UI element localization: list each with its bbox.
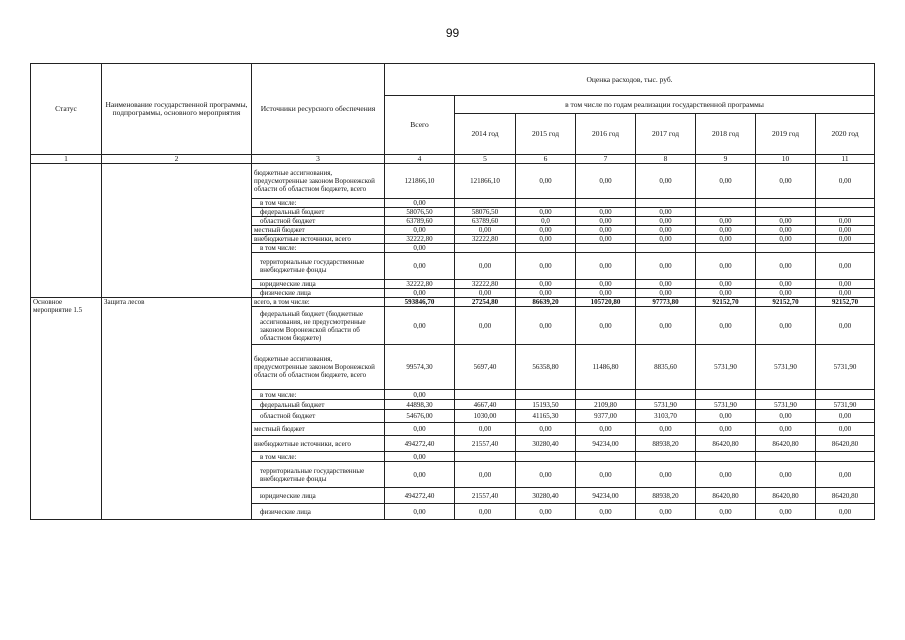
header-year: 2018 год — [696, 114, 756, 155]
header-year: 2017 год — [636, 114, 696, 155]
value-cell: 0,00 — [385, 390, 455, 400]
value-cell: 0,00 — [455, 423, 516, 436]
value-cell: 0,00 — [756, 307, 816, 345]
value-cell: 0,00 — [756, 226, 816, 235]
value-cell: 86420,80 — [756, 436, 816, 452]
value-cell: 0,00 — [516, 289, 576, 298]
header-status: Статус — [31, 64, 102, 155]
value-cell: 0,00 — [516, 235, 576, 244]
value-cell: 0,00 — [756, 410, 816, 423]
value-cell: 0,00 — [385, 226, 455, 235]
value-cell: 121866,10 — [385, 164, 455, 199]
value-cell — [576, 199, 636, 208]
value-cell: 0,00 — [756, 164, 816, 199]
source-cell: местный бюджет — [252, 423, 385, 436]
value-cell: 86420,80 — [816, 436, 875, 452]
value-cell: 99574,30 — [385, 345, 455, 390]
value-cell: 0,00 — [576, 289, 636, 298]
value-cell: 2109,80 — [576, 400, 636, 410]
value-cell: 0,00 — [696, 410, 756, 423]
value-cell: 0,00 — [385, 452, 455, 462]
value-cell: 0,00 — [636, 307, 696, 345]
value-cell: 0,00 — [385, 423, 455, 436]
value-cell: 0,00 — [576, 208, 636, 217]
source-cell: внебюджетные источники, всего — [252, 235, 385, 244]
value-cell: 0,00 — [696, 235, 756, 244]
value-cell: 97773,80 — [636, 298, 696, 307]
value-cell: 0,00 — [455, 307, 516, 345]
source-cell: юридические лица — [252, 280, 385, 289]
value-cell: 5731,90 — [636, 400, 696, 410]
value-cell: 0,00 — [576, 226, 636, 235]
value-cell: 21557,40 — [455, 436, 516, 452]
value-cell — [516, 199, 576, 208]
value-cell: 0,00 — [576, 504, 636, 520]
value-cell: 0,00 — [696, 164, 756, 199]
value-cell: 0,00 — [576, 235, 636, 244]
column-number: 11 — [816, 155, 875, 164]
value-cell: 0,00 — [816, 280, 875, 289]
status-cell: Основное мероприятие 1.5 — [31, 298, 102, 520]
source-cell: территориальные государственные внебюджетные фонды — [252, 462, 385, 488]
value-cell: 0,00 — [696, 217, 756, 226]
value-cell: 86420,80 — [756, 488, 816, 504]
value-cell: 32222,80 — [455, 235, 516, 244]
value-cell: 0,00 — [385, 244, 455, 253]
value-cell: 0,00 — [816, 504, 875, 520]
value-cell: 0,00 — [816, 410, 875, 423]
value-cell: 5731,90 — [816, 345, 875, 390]
value-cell: 0,00 — [816, 217, 875, 226]
value-cell — [816, 244, 875, 253]
value-cell: 63789,60 — [455, 217, 516, 226]
source-cell: физические лица — [252, 504, 385, 520]
value-cell: 0,00 — [455, 226, 516, 235]
value-cell: 0,00 — [385, 253, 455, 280]
value-cell: 63789,60 — [385, 217, 455, 226]
value-cell: 27254,80 — [455, 298, 516, 307]
value-cell: 41165,30 — [516, 410, 576, 423]
header-year: 2016 год — [576, 114, 636, 155]
value-cell: 0,0 — [516, 217, 576, 226]
value-cell: 0,00 — [756, 462, 816, 488]
value-cell: 0,00 — [516, 208, 576, 217]
source-cell: территориальные государственные внебюджетные фонды — [252, 253, 385, 280]
value-cell: 0,00 — [385, 289, 455, 298]
source-cell: областной бюджет — [252, 217, 385, 226]
value-cell: 0,00 — [636, 253, 696, 280]
value-cell — [816, 208, 875, 217]
value-cell — [636, 199, 696, 208]
value-cell — [756, 452, 816, 462]
value-cell: 15193,50 — [516, 400, 576, 410]
source-cell: федеральный бюджет (бюджетные ассигнования, не предусмотренные законом Воронежской области об областном бюджете) — [252, 307, 385, 345]
value-cell: 86639,20 — [516, 298, 576, 307]
value-cell: 0,00 — [455, 462, 516, 488]
value-cell: 5731,90 — [756, 345, 816, 390]
value-cell: 5731,90 — [816, 400, 875, 410]
value-cell: 0,00 — [455, 253, 516, 280]
value-cell: 5731,90 — [756, 400, 816, 410]
value-cell: 92152,70 — [816, 298, 875, 307]
table-row — [31, 164, 875, 199]
value-cell: 9377,00 — [576, 410, 636, 423]
source-cell: областной бюджет — [252, 410, 385, 423]
value-cell — [576, 452, 636, 462]
source-cell: в том числе: — [252, 244, 385, 253]
budget-table — [30, 63, 875, 520]
value-cell: 92152,70 — [756, 298, 816, 307]
value-cell: 0,00 — [455, 504, 516, 520]
value-cell: 0,00 — [696, 423, 756, 436]
value-cell: 593846,70 — [385, 298, 455, 307]
value-cell: 58076,50 — [455, 208, 516, 217]
value-cell: 56358,80 — [516, 345, 576, 390]
value-cell: 0,00 — [516, 504, 576, 520]
header-estimate: Оценка расходов, тыс. руб. — [385, 64, 875, 96]
value-cell: 0,00 — [636, 423, 696, 436]
program-name-cell: Защита лесов — [102, 298, 252, 520]
value-cell: 0,00 — [516, 226, 576, 235]
column-number: 10 — [756, 155, 816, 164]
value-cell: 0,00 — [576, 280, 636, 289]
value-cell — [756, 208, 816, 217]
value-cell — [696, 452, 756, 462]
value-cell: 0,00 — [696, 307, 756, 345]
column-number: 1 — [31, 155, 102, 164]
value-cell: 0,00 — [756, 217, 816, 226]
value-cell: 0,00 — [576, 307, 636, 345]
value-cell: 0,00 — [756, 253, 816, 280]
value-cell — [816, 199, 875, 208]
value-cell: 0,00 — [816, 307, 875, 345]
value-cell: 0,00 — [516, 462, 576, 488]
value-cell: 0,00 — [756, 280, 816, 289]
value-cell: 30280,40 — [516, 436, 576, 452]
value-cell: 105720,80 — [576, 298, 636, 307]
value-cell: 21557,40 — [455, 488, 516, 504]
value-cell — [696, 199, 756, 208]
value-cell: 0,00 — [516, 307, 576, 345]
value-cell: 86420,80 — [696, 436, 756, 452]
value-cell: 88938,20 — [636, 488, 696, 504]
value-cell — [816, 390, 875, 400]
table-row — [31, 298, 875, 307]
column-number: 6 — [516, 155, 576, 164]
column-number: 7 — [576, 155, 636, 164]
value-cell: 58076,50 — [385, 208, 455, 217]
value-cell: 86420,80 — [696, 488, 756, 504]
value-cell: 0,00 — [636, 462, 696, 488]
column-number: 3 — [252, 155, 385, 164]
column-number: 2 — [102, 155, 252, 164]
value-cell: 32222,80 — [385, 280, 455, 289]
value-cell: 494272,40 — [385, 436, 455, 452]
value-cell: 0,00 — [516, 164, 576, 199]
column-number: 4 — [385, 155, 455, 164]
value-cell: 0,00 — [385, 462, 455, 488]
source-cell: в том числе: — [252, 199, 385, 208]
source-cell: бюджетные ассигнования, предусмотренные законом Воронежской области об областном бюджете, всего — [252, 345, 385, 390]
column-number: 8 — [636, 155, 696, 164]
value-cell: 0,00 — [636, 280, 696, 289]
value-cell: 32222,80 — [385, 235, 455, 244]
value-cell — [756, 244, 816, 253]
value-cell — [516, 390, 576, 400]
value-cell — [455, 452, 516, 462]
value-cell — [696, 244, 756, 253]
value-cell — [756, 199, 816, 208]
value-cell: 0,00 — [696, 226, 756, 235]
source-cell: юридические лица — [252, 488, 385, 504]
value-cell: 0,00 — [576, 253, 636, 280]
value-cell: 0,00 — [816, 164, 875, 199]
value-cell: 0,00 — [636, 289, 696, 298]
source-cell: федеральный бюджет — [252, 400, 385, 410]
value-cell: 0,00 — [636, 504, 696, 520]
value-cell: 44898,30 — [385, 400, 455, 410]
value-cell: 0,00 — [816, 235, 875, 244]
source-cell: внебюджетные источники, всего — [252, 436, 385, 452]
value-cell: 86420,80 — [816, 488, 875, 504]
value-cell: 4667,40 — [455, 400, 516, 410]
value-cell: 0,00 — [576, 423, 636, 436]
value-cell: 0,00 — [576, 217, 636, 226]
value-cell: 0,00 — [636, 226, 696, 235]
value-cell — [455, 244, 516, 253]
value-cell — [516, 244, 576, 253]
header-year: 2020 год — [816, 114, 875, 155]
header-total: Всего — [385, 96, 455, 155]
column-number: 9 — [696, 155, 756, 164]
value-cell: 0,00 — [816, 289, 875, 298]
source-cell: бюджетные ассигнования, предусмотренные законом Воронежской области об областном бюджете, всего — [252, 164, 385, 199]
value-cell — [576, 244, 636, 253]
program-name-cell — [102, 164, 252, 298]
value-cell: 0,00 — [756, 423, 816, 436]
value-cell — [636, 452, 696, 462]
value-cell — [455, 390, 516, 400]
value-cell: 54676,00 — [385, 410, 455, 423]
value-cell: 5697,40 — [455, 345, 516, 390]
value-cell: 11486,80 — [576, 345, 636, 390]
value-cell — [636, 390, 696, 400]
table-body — [31, 155, 875, 520]
value-cell: 0,00 — [816, 253, 875, 280]
source-cell: в том числе: — [252, 390, 385, 400]
value-cell: 88938,20 — [636, 436, 696, 452]
value-cell: 0,00 — [576, 164, 636, 199]
header-year: 2014 год — [455, 114, 516, 155]
header-program-name: Наименование государственной программы, подпрограммы, основного мероприятия — [102, 64, 252, 155]
value-cell: 0,00 — [516, 423, 576, 436]
value-cell: 0,00 — [576, 462, 636, 488]
value-cell: 94234,00 — [576, 436, 636, 452]
value-cell: 0,00 — [696, 280, 756, 289]
value-cell: 92152,70 — [696, 298, 756, 307]
value-cell — [516, 452, 576, 462]
value-cell: 0,00 — [696, 504, 756, 520]
value-cell — [816, 452, 875, 462]
value-cell: 94234,00 — [576, 488, 636, 504]
value-cell — [696, 390, 756, 400]
value-cell: 0,00 — [516, 280, 576, 289]
header-year: 2015 год — [516, 114, 576, 155]
value-cell: 0,00 — [636, 164, 696, 199]
value-cell: 0,00 — [385, 504, 455, 520]
value-cell: 0,00 — [636, 217, 696, 226]
value-cell: 0,00 — [696, 253, 756, 280]
value-cell: 32222,80 — [455, 280, 516, 289]
value-cell: 121866,10 — [455, 164, 516, 199]
value-cell: 0,00 — [636, 208, 696, 217]
value-cell: 0,00 — [696, 289, 756, 298]
value-cell: 5731,90 — [696, 400, 756, 410]
page-number: 99 — [445, 26, 460, 40]
source-cell: физические лица — [252, 289, 385, 298]
value-cell: 0,00 — [636, 235, 696, 244]
value-cell: 0,00 — [516, 253, 576, 280]
column-number-row — [31, 155, 875, 164]
value-cell: 0,00 — [816, 423, 875, 436]
value-cell — [576, 390, 636, 400]
value-cell: 0,00 — [455, 289, 516, 298]
value-cell: 0,00 — [696, 462, 756, 488]
column-number: 5 — [455, 155, 516, 164]
value-cell — [455, 199, 516, 208]
header-sources: Источники ресурсного обеспечения — [252, 64, 385, 155]
status-cell — [31, 164, 102, 298]
value-cell: 1030,00 — [455, 410, 516, 423]
value-cell: 0,00 — [756, 289, 816, 298]
header-by-years: в том числе по годам реализации государственной программы — [455, 96, 875, 114]
value-cell: 0,00 — [816, 462, 875, 488]
value-cell — [636, 244, 696, 253]
source-cell: местный бюджет — [252, 226, 385, 235]
value-cell — [696, 208, 756, 217]
value-cell: 0,00 — [385, 307, 455, 345]
value-cell: 0,00 — [756, 235, 816, 244]
value-cell: 30280,40 — [516, 488, 576, 504]
value-cell: 0,00 — [385, 199, 455, 208]
source-cell: всего, в том числе: — [252, 298, 385, 307]
value-cell: 0,00 — [816, 226, 875, 235]
value-cell: 494272,40 — [385, 488, 455, 504]
value-cell: 5731,90 — [696, 345, 756, 390]
value-cell — [756, 390, 816, 400]
source-cell: в том числе: — [252, 452, 385, 462]
source-cell: федеральный бюджет — [252, 208, 385, 217]
value-cell: 8835,60 — [636, 345, 696, 390]
header-year: 2019 год — [756, 114, 816, 155]
value-cell: 3103,70 — [636, 410, 696, 423]
value-cell: 0,00 — [756, 504, 816, 520]
